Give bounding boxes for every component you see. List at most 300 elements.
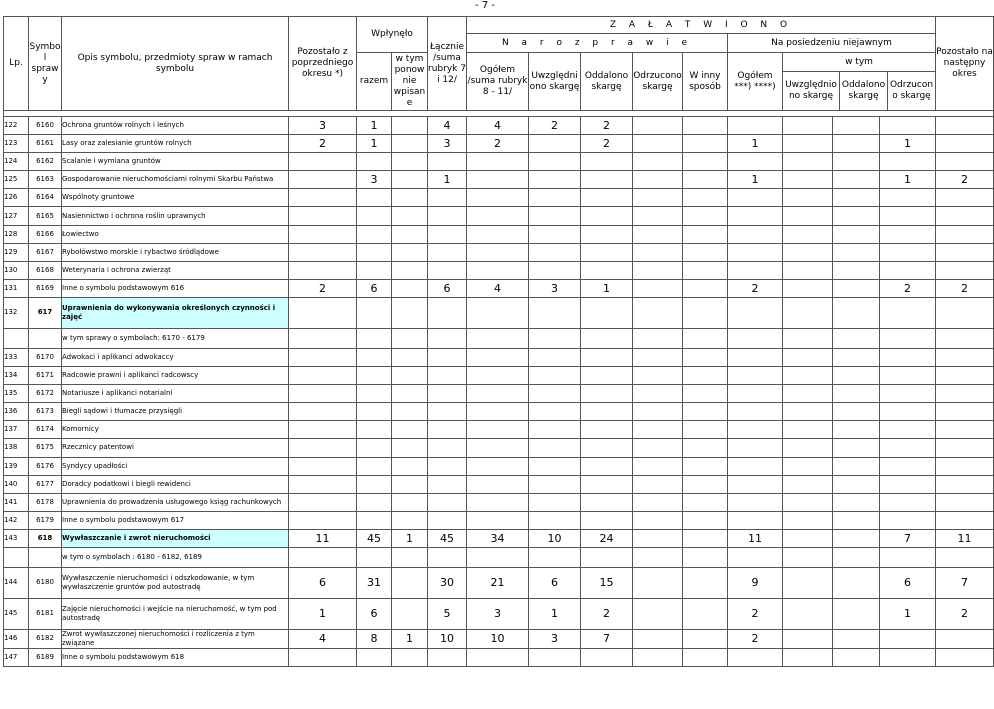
symbol-cell: 6170 [29,348,62,366]
value-cell [289,261,357,279]
value-cell: 2 [936,598,994,629]
value-cell [467,457,529,475]
value-cell [357,348,392,366]
row-number: 135 [4,385,29,403]
empty-cell [728,547,783,567]
value-cell [833,475,880,493]
value-cell [428,385,467,403]
empty-cell [428,547,467,567]
value-cell [289,225,357,243]
value-cell [833,367,880,385]
value-cell [289,348,357,366]
value-cell [581,648,633,666]
value-cell [529,439,581,457]
value-cell [683,261,728,279]
row-number: 131 [4,279,29,297]
value-cell: 7 [880,529,936,547]
value-cell [728,385,783,403]
value-cell [428,511,467,529]
symbol-cell: 6189 [29,648,62,666]
value-cell [728,457,783,475]
empty-cell [357,547,392,567]
value-cell [392,189,428,207]
value-cell [428,493,467,511]
value-cell [683,457,728,475]
value-cell [289,457,357,475]
table-row [4,421,994,439]
symbol-cell: 6181 [29,598,62,629]
row-number: 128 [4,225,29,243]
value-cell [357,261,392,279]
value-cell [683,567,728,598]
value-cell [392,648,428,666]
value-cell [833,207,880,225]
value-cell [392,421,428,439]
row-number: 145 [4,598,29,629]
empty-cell [467,328,529,348]
value-cell [467,243,529,261]
value-cell [392,367,428,385]
value-cell [581,457,633,475]
table-row [4,511,994,529]
value-cell [633,171,683,189]
header-hearing-rejected: Odrzucono skargę [633,53,683,111]
value-cell [581,439,633,457]
value-cell [428,189,467,207]
value-cell: 2 [581,135,633,153]
value-cell [936,457,994,475]
value-cell: 21 [467,567,529,598]
symbol-cell: 6169 [29,279,62,297]
value-cell [683,529,728,547]
value-cell [936,189,994,207]
value-cell [880,261,936,279]
value-cell [467,171,529,189]
table-row [4,243,994,261]
value-cell: 10 [467,629,529,648]
value-cell: 6 [428,279,467,297]
value-cell [392,457,428,475]
header-session-of-which: w tym [783,53,935,72]
value-cell [357,648,392,666]
header-total: Łącznie /suma rubryk 7 i 12/ [428,17,467,111]
value-cell [880,225,936,243]
empty-cell [4,328,29,348]
table-row [4,457,994,475]
table-body [4,111,994,667]
value-cell [783,207,833,225]
table-row [4,279,994,297]
value-cell [783,279,833,297]
description-cell: Zwrot wywłaszczonej nieruchomości i rozliczenia z tym związane [62,629,289,648]
description-cell: Zajęcie nieruchomości i wejście na nieruchomość, w tym pod autostradę [62,598,289,629]
value-cell [467,348,529,366]
value-cell [936,207,994,225]
table-row [4,475,994,493]
value-cell [633,439,683,457]
value-cell [683,385,728,403]
page-number: - 7 - [475,0,495,11]
value-cell [428,457,467,475]
value-cell [467,648,529,666]
value-cell [783,511,833,529]
row-number: 127 [4,207,29,225]
value-cell: 34 [467,529,529,547]
value-cell [392,243,428,261]
symbol-cell: 6176 [29,457,62,475]
value-cell [289,439,357,457]
header-session-rejected: Odrzucono skargę [889,80,934,101]
empty-cell [833,547,880,567]
value-cell [783,529,833,547]
value-cell: 3 [529,279,581,297]
value-cell: 3 [357,171,392,189]
empty-cell [728,328,783,348]
description-cell: Nasiennictwo i ochrona roślin uprawnych [62,207,289,225]
value-cell [936,117,994,135]
value-cell [833,261,880,279]
value-cell [880,457,936,475]
value-cell: 6 [357,279,392,297]
row-number: 134 [4,367,29,385]
table-row [4,117,994,135]
value-cell [289,243,357,261]
value-cell [633,629,683,648]
value-cell: 6 [529,567,581,598]
value-cell [936,511,994,529]
value-cell [467,385,529,403]
value-cell [467,475,529,493]
value-cell: 1 [880,171,936,189]
header-carried-over: Pozostało z poprzedniego okresu *) [289,17,357,111]
value-cell [728,475,783,493]
header-hearing-accepted: Uwzględniono skargę [529,53,581,111]
value-cell [428,261,467,279]
value-cell [880,117,936,135]
value-cell [833,117,880,135]
value-cell [683,279,728,297]
value-cell [581,475,633,493]
symbol-cell: 6166 [29,225,62,243]
value-cell [683,207,728,225]
description-cell: Inne o symbolu podstawowym 617 [62,511,289,529]
value-cell [357,403,392,421]
value-cell [880,648,936,666]
symbol-cell: 6173 [29,403,62,421]
value-cell [289,475,357,493]
value-cell [783,629,833,648]
empty-cell [529,328,581,348]
table-row [4,598,994,629]
value-cell: 2 [581,598,633,629]
value-cell [633,421,683,439]
value-cell [880,297,936,328]
empty-cell [936,328,994,348]
value-cell [392,493,428,511]
header-session-breakdown [783,53,936,111]
value-cell [581,153,633,171]
value-cell [728,117,783,135]
value-cell [289,421,357,439]
empty-cell [529,547,581,567]
value-cell [633,511,683,529]
value-cell [783,297,833,328]
value-cell: 4 [428,117,467,135]
value-cell [880,385,936,403]
value-cell [581,421,633,439]
value-cell: 11 [289,529,357,547]
value-cell [392,475,428,493]
row-number: 126 [4,189,29,207]
description-cell: Radcowie prawni i aplikanci radcowscy [62,367,289,385]
value-cell [880,629,936,648]
empty-cell [783,328,833,348]
description-cell: Syndycy upadłości [62,457,289,475]
value-cell [936,385,994,403]
empty-cell [357,328,392,348]
value-cell [728,243,783,261]
value-cell [728,261,783,279]
header-lp: Lp. [4,17,29,111]
empty-cell [392,328,428,348]
table-row [4,493,994,511]
value-cell [529,189,581,207]
value-cell [581,207,633,225]
value-cell: 2 [467,135,529,153]
value-cell [936,493,994,511]
value-cell: 7 [936,567,994,598]
description-cell: Scalanie i wymiana gruntów [62,153,289,171]
row-number: 146 [4,629,29,648]
value-cell: 11 [936,529,994,547]
value-cell [833,297,880,328]
value-cell [783,403,833,421]
value-cell [880,348,936,366]
value-cell [683,297,728,328]
table-row [4,348,994,366]
value-cell: 1 [728,171,783,189]
value-cell [880,207,936,225]
statistics-table [3,16,994,667]
value-cell [467,297,529,328]
value-cell [529,348,581,366]
value-cell [880,189,936,207]
value-cell [357,207,392,225]
value-cell [633,648,683,666]
value-cell [683,421,728,439]
value-cell [581,511,633,529]
table-row [4,648,994,666]
value-cell [467,439,529,457]
value-cell: 9 [728,567,783,598]
value-cell [633,403,683,421]
value-cell: 10 [529,529,581,547]
value-cell [581,171,633,189]
value-cell [936,243,994,261]
empty-cell [880,547,936,567]
empty-cell [783,547,833,567]
value-cell [633,153,683,171]
value-cell [357,475,392,493]
value-cell [936,629,994,648]
value-cell [467,493,529,511]
value-cell [936,439,994,457]
table-row [4,297,994,328]
table-row [4,153,994,171]
empty-cell [4,547,29,567]
value-cell [633,367,683,385]
value-cell [392,153,428,171]
value-cell [392,403,428,421]
header-symbol: Symbol sprawy [29,17,62,111]
value-cell [633,225,683,243]
value-cell: 1 [392,529,428,547]
value-cell: 1 [357,117,392,135]
value-cell [633,529,683,547]
value-cell: 3 [428,135,467,153]
row-number: 133 [4,348,29,366]
value-cell [833,529,880,547]
value-cell [633,567,683,598]
value-cell [392,348,428,366]
value-cell [392,261,428,279]
value-cell [357,511,392,529]
symbol-cell: 6167 [29,243,62,261]
value-cell [683,225,728,243]
value-cell [633,493,683,511]
value-cell [833,457,880,475]
row-number: 132 [4,297,29,328]
value-cell [467,189,529,207]
header-settled: Z A Ł A T W I O N O [467,17,936,34]
description-cell: Inne o symbolu podstawowym 618 [62,648,289,666]
value-cell [683,189,728,207]
value-cell [833,225,880,243]
row-number: 140 [4,475,29,493]
value-cell: 2 [936,279,994,297]
value-cell [392,439,428,457]
header-received-reentered: w tym ponownie wpisane [392,53,428,111]
value-cell [833,171,880,189]
value-cell [529,243,581,261]
value-cell [936,135,994,153]
value-cell [728,439,783,457]
description-cell: Łowiectwo [62,225,289,243]
value-cell [833,279,880,297]
value-cell [880,475,936,493]
value-cell: 1 [581,279,633,297]
value-cell [529,367,581,385]
value-cell [936,225,994,243]
value-cell [357,225,392,243]
value-cell [357,367,392,385]
row-number: 124 [4,153,29,171]
value-cell [392,511,428,529]
table-row [4,547,994,567]
value-cell [289,297,357,328]
value-cell: 2 [880,279,936,297]
table-row [4,261,994,279]
header-description: Opis symbolu, przedmioty spraw w ramach symbolu [62,17,289,111]
value-cell [683,648,728,666]
value-cell [633,297,683,328]
value-cell [683,243,728,261]
value-cell [683,403,728,421]
description-cell: Wywłaszczenie nieruchomości i odszkodowanie, w tym wywłaszczenie gruntów pod autostradę [62,567,289,598]
value-cell: 3 [529,629,581,648]
symbol-cell: 6182 [29,629,62,648]
value-cell [880,493,936,511]
empty-cell [392,547,428,567]
value-cell [289,367,357,385]
value-cell [728,348,783,366]
value-cell [833,348,880,366]
value-cell [633,261,683,279]
value-cell [783,171,833,189]
value-cell [833,385,880,403]
value-cell [357,457,392,475]
value-cell [428,348,467,366]
description-cell: Notariusze i aplikanci notarialni [62,385,289,403]
value-cell [683,348,728,366]
value-cell [529,153,581,171]
symbol-cell: 6160 [29,117,62,135]
value-cell [880,367,936,385]
value-cell: 2 [728,629,783,648]
row-number: 137 [4,421,29,439]
empty-cell [581,328,633,348]
value-cell: 2 [936,171,994,189]
value-cell [728,648,783,666]
value-cell: 2 [529,117,581,135]
value-cell [683,171,728,189]
header-hearing-dismissed: Oddalono skargę [581,53,633,111]
symbol-cell: 6174 [29,421,62,439]
value-cell [728,225,783,243]
value-cell: 11 [728,529,783,547]
value-cell [529,385,581,403]
empty-cell [880,328,936,348]
empty-cell [936,547,994,567]
value-cell [633,598,683,629]
value-cell [833,648,880,666]
description-cell: Adwokaci i aplikanci adwokaccy [62,348,289,366]
value-cell [783,117,833,135]
value-cell [289,171,357,189]
symbol-cell: 6171 [29,367,62,385]
symbol-cell: 6178 [29,493,62,511]
value-cell [581,189,633,207]
value-cell [428,403,467,421]
value-cell: 1 [728,135,783,153]
row-number: 129 [4,243,29,261]
value-cell [529,493,581,511]
value-cell [633,207,683,225]
value-cell [529,421,581,439]
value-cell [581,243,633,261]
value-cell [783,243,833,261]
value-cell [392,171,428,189]
description-cell: Komornicy [62,421,289,439]
header-remaining: Pozostało na następny okres [936,17,994,111]
symbol-cell: 6165 [29,207,62,225]
empty-cell [289,328,357,348]
value-cell [633,279,683,297]
value-cell [392,117,428,135]
value-cell [467,261,529,279]
table-row [4,385,994,403]
description-cell: Uprawnienia do wykonywania określonych czynności i zajęć [62,297,289,328]
